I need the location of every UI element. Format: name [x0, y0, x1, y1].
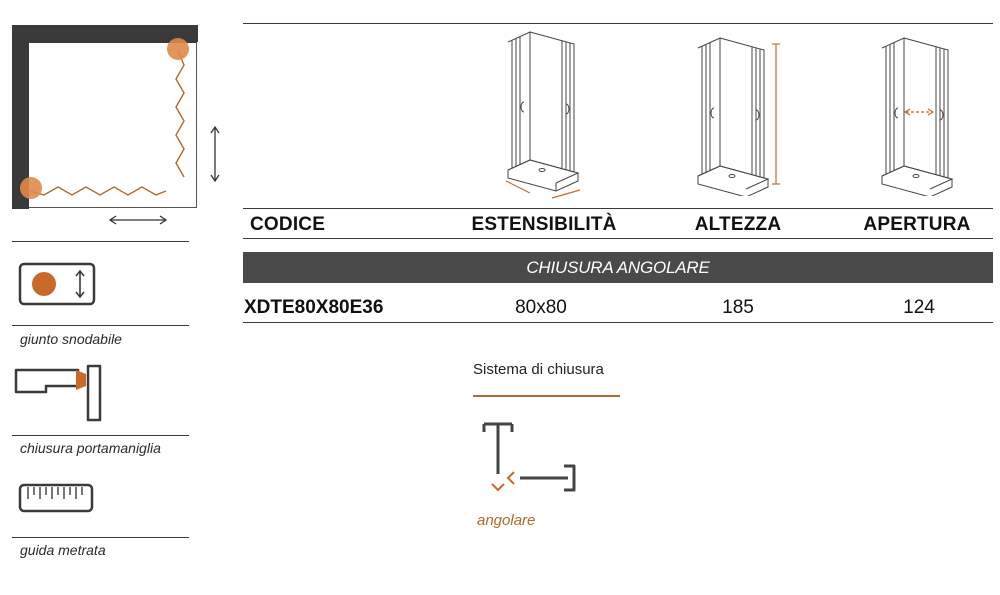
- shower-opening-illustration: [874, 36, 964, 196]
- shower-extensibility-illustration: [500, 30, 590, 205]
- feature-divider-3: [12, 537, 189, 538]
- closure-band-label: CHIUSURA ANGOLARE: [526, 258, 710, 277]
- feature-label-joint: giunto snodabile: [20, 331, 122, 347]
- handle-closure-icon: [14, 362, 106, 424]
- row-bottom-rule: [243, 322, 993, 323]
- row-extensibility: 80x80: [515, 297, 567, 318]
- row-height: 185: [722, 297, 754, 318]
- header-code: CODICE: [250, 214, 326, 235]
- header-height: ALTEZZA: [694, 214, 782, 235]
- horizontal-extent-arrow-icon: [108, 213, 168, 227]
- header-top-rule: [243, 208, 993, 209]
- joint-icon: [18, 262, 96, 306]
- header-opening: APERTURA: [863, 214, 971, 235]
- corner-closure-icon: [478, 418, 588, 498]
- closure-type-label: angolare: [477, 512, 536, 529]
- shower-height-illustration: [690, 36, 785, 196]
- row-opening: 124: [903, 297, 935, 318]
- feature-label-ruler: guida metrata: [20, 542, 106, 558]
- closure-band: [243, 252, 993, 283]
- vertical-extent-arrow-icon: [208, 125, 222, 183]
- closure-system-rule: [473, 395, 620, 397]
- feature-divider-2: [12, 435, 189, 436]
- feature-divider-1: [12, 325, 189, 326]
- feature-label-handle: chiusura portamaniglia: [20, 440, 161, 456]
- plan-view-diagram: [12, 25, 198, 209]
- left-divider-top: [12, 241, 189, 242]
- closure-system-title: Sistema di chiusura: [473, 361, 604, 378]
- table-top-rule: [243, 23, 993, 24]
- header-bottom-rule: [243, 238, 993, 239]
- header-extensibility: ESTENSIBILITÀ: [471, 214, 617, 235]
- ruler-icon: [18, 483, 94, 513]
- row-code: XDTE80X80E36: [244, 297, 384, 318]
